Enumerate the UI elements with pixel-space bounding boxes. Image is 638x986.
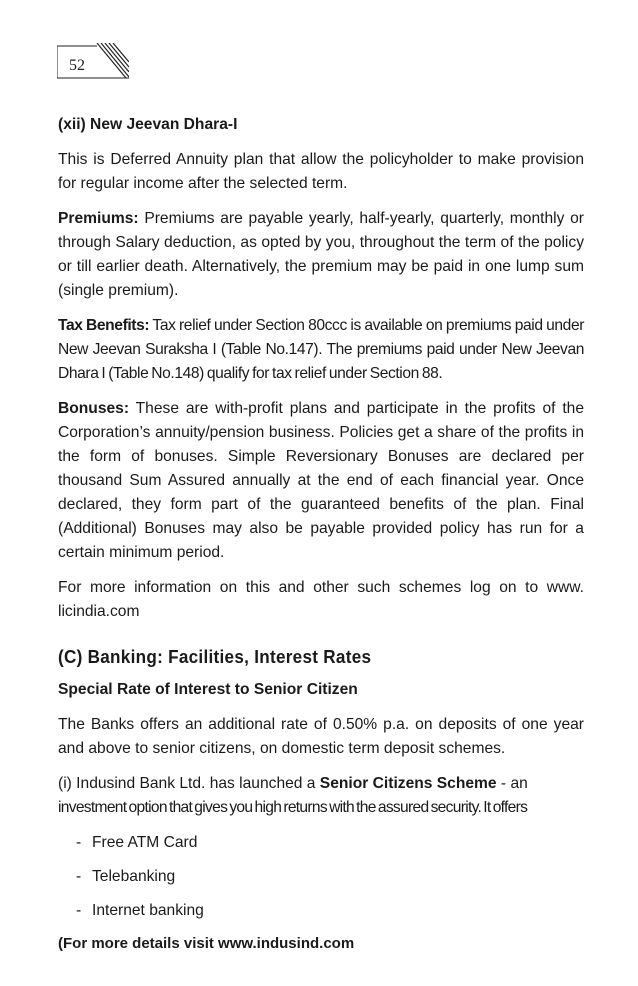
list-item xyxy=(76,865,584,889)
list-dash: - xyxy=(76,868,82,885)
section-xii-intro: This is Deferred Annuity plan that allow the policyholder to make provision for regular income after the selected term. xyxy=(58,151,584,192)
senior-citizen-paragraph: The Banks offers an additional rate of 0.50% p.a. on deposits of one year and above to senior citizens, on domestic term deposit schemes. xyxy=(58,716,584,757)
feature-internet-banking: Internet banking xyxy=(92,902,204,919)
indusind-paragraph xyxy=(58,772,584,796)
bonuses-text: These are with-profit plans and participate in the profits of the Corporation’s annuity/pension business. Policies get a share of the profits in the form of bonuses. Simple Reversionary Bonuses are declared per thousand Sum Assured annually at the end of each financial year. Once declared, they form part of the guaranteed benefits of the plan. Final (Additional) Bonuses may also be payable provided policy has run for a certain minimum period. xyxy=(58,400,584,561)
section-xii-heading: (xii) New Jeevan Dhara-I xyxy=(58,116,238,133)
bonuses-label: Bonuses: xyxy=(58,400,130,417)
page-number-frame xyxy=(57,43,129,79)
indusind-prefix: (i) Indusind Bank Ltd. has launched a xyxy=(58,775,320,792)
list-item xyxy=(76,899,584,923)
premiums-paragraph xyxy=(58,207,584,303)
senior-citizens-scheme: Senior Citizens Scheme xyxy=(319,775,497,792)
list-dash: - xyxy=(76,902,82,919)
tax-benefits-label: Tax Benefits: xyxy=(58,317,150,334)
page-number: 52 xyxy=(69,57,85,74)
premiums-label: Premiums: xyxy=(58,210,139,227)
bonuses-paragraph xyxy=(58,397,584,565)
more-info-paragraph: For more information on this and other such schemes log on to www. licindia.com xyxy=(58,579,584,620)
feature-free-atm-card: Free ATM Card xyxy=(92,834,198,851)
feature-telebanking: Telebanking xyxy=(92,868,176,885)
list-dash: - xyxy=(76,834,82,851)
indusind-line2: investment option that gives you high returns with the assured security. It offers xyxy=(58,799,528,816)
page-content xyxy=(58,113,584,955)
senior-citizen-subheading: Special Rate of Interest to Senior Citizen xyxy=(58,681,358,698)
section-c-title: (C) Banking: Facilities, Interest Rates xyxy=(58,647,372,667)
tax-benefits-text: Tax relief under Section 80ccc is available on premiums paid under New Jeevan Suraksha I (Table No.147). The premiums paid under New Jeevan Dhara I (Table No.148) qualify for tax relief under Section 88. xyxy=(58,317,585,382)
premiums-text: Premiums are payable yearly, half-yearly, quarterly, monthly or through Salary deduction, as opted by you, throughout the term of the policy or till earlier death. Alternatively, the premium may be paid in one lump sum (single premium). xyxy=(58,210,584,299)
indusind-suffix: - an xyxy=(496,775,528,792)
indusind-features-list xyxy=(58,831,584,923)
tax-benefits-paragraph xyxy=(58,314,584,386)
footer-note: (For more details visit www.indusind.com xyxy=(58,935,355,952)
page-number-box xyxy=(57,43,129,79)
list-item xyxy=(76,831,584,855)
